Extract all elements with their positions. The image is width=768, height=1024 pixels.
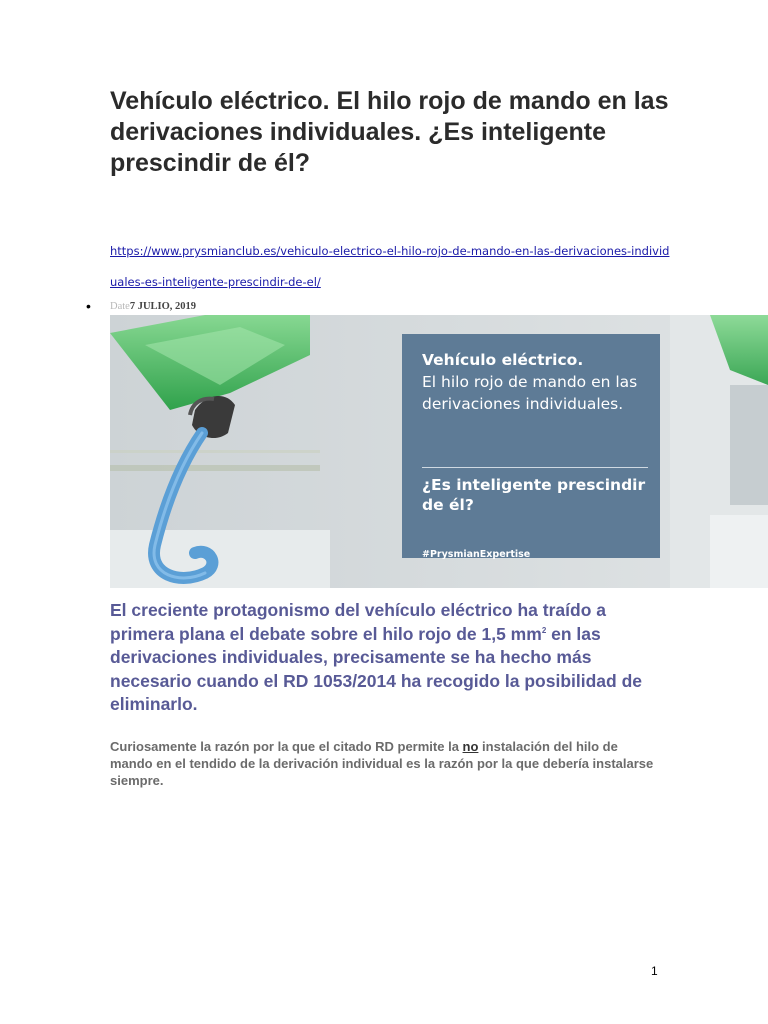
article-title: Vehículo eléctrico. El hilo rojo de mando en las derivaciones individuales. ¿Es inteligente prescindir de él? bbox=[110, 87, 669, 177]
article-date bbox=[110, 301, 196, 312]
date-value: 7 JULIO, 2019 bbox=[129, 301, 197, 312]
hero-title-card bbox=[402, 334, 660, 558]
lead-text-start: El creciente protagonismo del vehículo eléctrico ha traído a primera plana el debate sobre el hilo rojo de 1,5 mm bbox=[110, 600, 606, 644]
lead-text-end: en las derivaciones individuales, precisamente se ha hecho más necesario cuando el RD 1053/2014 ha recogido la posibilidad de eliminarlo. bbox=[110, 623, 642, 714]
card-hashtag: #PrysmianExpertise bbox=[422, 549, 531, 560]
date-label: Date bbox=[110, 301, 130, 312]
article-link[interactable]: https://www.prysmianclub.es/vehiculo-electrico-el-hilo-rojo-de-mando-en-las-derivaciones-individuales-es-inteligente-prescindir-de-el/ bbox=[110, 244, 670, 289]
card-subheading: El hilo rojo de mando en las derivaciones individuales. bbox=[422, 373, 638, 413]
card-heading: Vehículo eléctrico. bbox=[422, 351, 584, 369]
list-bullet: • bbox=[86, 298, 91, 314]
para-emphasis: no bbox=[462, 739, 479, 754]
lead-superscript: 2 bbox=[541, 625, 547, 635]
body-paragraph bbox=[110, 738, 658, 789]
hero-image bbox=[110, 315, 768, 588]
page-number: 1 bbox=[651, 964, 658, 978]
lead-paragraph bbox=[110, 599, 658, 717]
para-text-start: Curiosamente la razón por la que el citado RD permite la bbox=[110, 739, 463, 754]
para-text-end: instalación del hilo de mando en el tendido de la derivación individual es la razón por la que debería instalarse siempre. bbox=[110, 739, 654, 788]
card-divider bbox=[422, 467, 648, 468]
card-question: ¿Es inteligente prescindir de él? bbox=[422, 476, 646, 514]
